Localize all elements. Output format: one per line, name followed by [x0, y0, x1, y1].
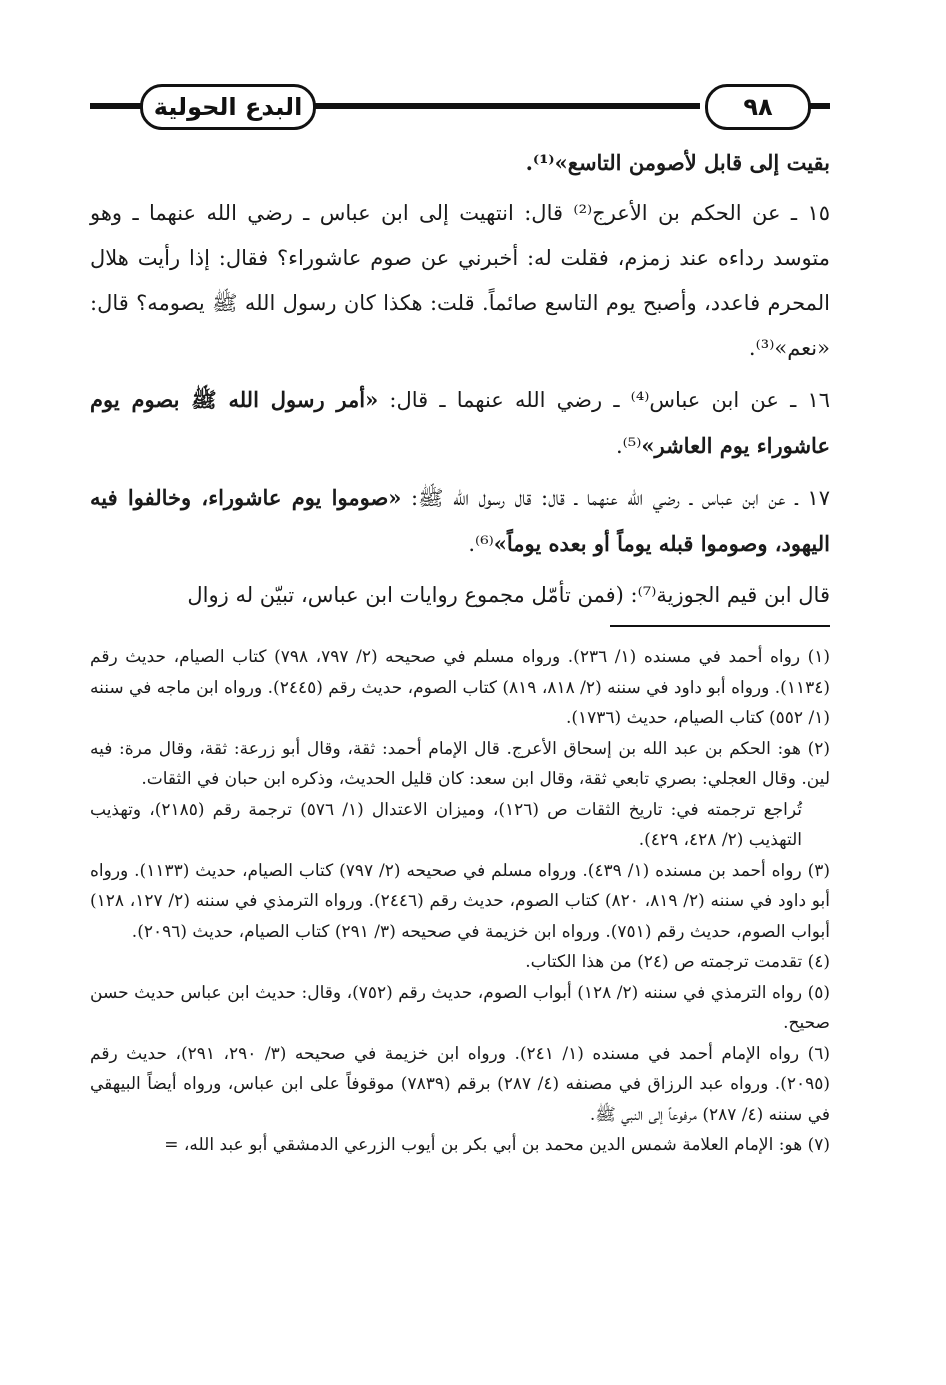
footnote-5: (٥) رواه الترمذي في سننه (٢/ ١٢٨) أبواب الصوم، حديث رقم (٧٥٢)، وقال: حديث ابن عباس حديث حسن صحيح.: [90, 982, 830, 1033]
footnote-7: (٧) هو: الإمام العلامة شمس الدين محمد بن أبي بكر بن أيوب الزرعي الدمشقي أبو عبد الله، =: [164, 1135, 830, 1155]
footnote-2: (٢) هو: الحكم بن عبد الله بن إسحاق الأعرج. قال الإمام أحمد: ثقة، وقال أبو زرعة: ثقة، وقال مرة: فيه لين. وقال العجلي: بصري تابعي ثقة، وقال ابن سعد: كان قليل الحديث، وذكره ابن حبان في الثقات.: [90, 738, 830, 789]
hadith-17-intro: ١٧ ـ عن ابن عباس ـ رضي الله عنهما ـ قال: قال رسول الله ﷺ:: [401, 486, 830, 510]
header-rule-middle: [305, 103, 700, 109]
hadith-17-ref: ⁽⁶⁾.: [468, 532, 494, 556]
hadith-17: [90, 475, 830, 567]
footnote-6: (٦) رواه الإمام أحمد في مسنده (١/ ٢٤١). ورواه ابن خزيمة في صحيحه (٣/ ٢٩٠، ٢٩١)، حديث رقم (٢٠٩٥). ورواه عبد الرزاق في مصنفه (٤/ ٢٨٧) برقم (٧٨٣٩) موقوفاً على ابن عباس، ورواه أيضاً البيهقي في سننه (٤/ ٢٨٧) مرفوعاً إلى النبي ﷺ.: [90, 1043, 831, 1125]
main-text: [90, 140, 830, 618]
footnotes: [90, 642, 830, 1161]
footnote-3: (٣) رواه أحمد بن مسنده (١/ ٤٣٩). ورواه مسلم في صحيحه (٢/ ٧٩٧) كتاب الصيام، حديث (١١٣٣). ورواه أبو داود في سننه (٢/ ٨١٩، ٨٢٠) كتاب الصوم، حديث رقم (٢٤٤٦). ورواه الترمذي في سننه (٢/ ١٢٧، ١٢٨) أبواب الصوم، حديث رقم (٧٥١). ورواه ابن خزيمة في صحيحه (٣/ ٢٩١) كتاب الصيام، حديث (٢٠٩٦).: [90, 860, 831, 942]
ibn-qayyim-quote: قال ابن قيم الجوزية⁽⁷⁾: (فمن تأمّل مجموع روايات ابن عباس، تبيّن له زوال: [187, 583, 830, 607]
page-number: ٩٨: [705, 84, 811, 130]
footnote-2-references: تُراجع ترجمته في: تاريخ الثقات ص (١٢٦)، وميزان الاعتدال (١/ ٥٧٦) ترجمة رقم (٢١٨٥)، وتهذيب التهذيب (٢/ ٤٢٨، ٤٢٩).: [90, 799, 802, 850]
hadith-16-intro: ١٦ ـ عن ابن عباس⁽⁴⁾ ـ رضي الله عنهما ـ قال:: [378, 388, 831, 412]
footnote-4: (٤) تقدمت ترجمته ص (٢٤) من هذا الكتاب.: [525, 952, 830, 972]
hadith-16: [90, 377, 830, 469]
footnote-separator: [610, 625, 830, 627]
footnote-1: (١) رواه أحمد في مسنده (١/ ٢٣٦). ورواه مسلم في صحيحه (٢/ ٧٩٧، ٧٩٨) كتاب الصيام، حديث رقم (١١٣٤). ورواه أبو داود في سننه (٢/ ٨١٨، ٨١٩) كتاب الصوم، حديث رقم (٢٤٤٥). ورواه ابن ماجه في سننه (١/ ٥٥٢) كتاب الصيام، حديث (١٧٣٦).: [90, 647, 830, 728]
running-title: البدع الحولية: [140, 84, 316, 130]
hadith-16-quote: «أمر رسول الله ﷺ بصوم يوم عاشوراء يوم العاشر»: [90, 387, 830, 458]
hadith-17-quote: «صوموا يوم عاشوراء، وخالفوا فيه اليهود، وصوموا قبله يوماً أو بعده يوماً»: [90, 485, 830, 556]
hadith-15: ١٥ ـ عن الحكم بن الأعرج⁽²⁾ قال: انتهيت إلى ابن عباس ـ رضي الله عنهما ـ وهو متوسد رداءه عند زمزم، فقلت له: أخبرني عن صوم عاشوراء؟ فقال: إذا رأيت هلال المحرم فاعدد، وأصبح يوم التاسع صائماً. قلت: هكذا كان رسول الله ﷺ يصومه؟ قال: «نعم»⁽³⁾.: [90, 201, 830, 360]
carryover-line: بقيت إلى قابل لأصومن التاسع»⁽¹⁾.: [525, 150, 830, 175]
hadith-16-ref: ⁽⁵⁾.: [615, 434, 642, 458]
